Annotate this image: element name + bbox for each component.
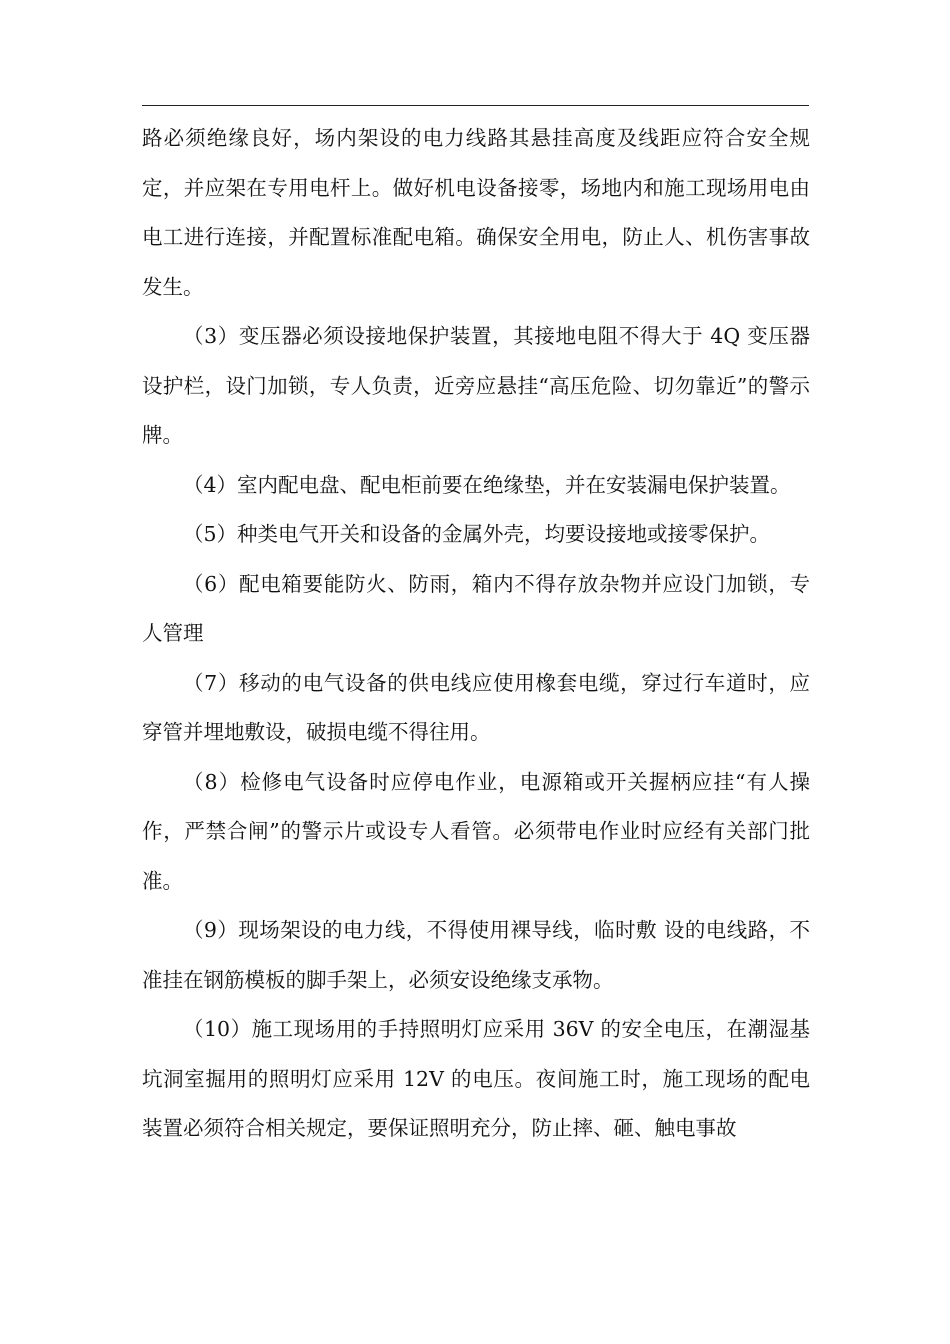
- paragraph-item-7: （7）移动的电气设备的供电线应使用橡套电缆，穿过行车道时，应穿管并埋地敷设，破损电缆不得往用。: [142, 670, 810, 744]
- paragraph-item-3: （3）变压器必须设接地保护装置，其接地电阻不得大于 4Q 变压器设护栏，设门加锁，专人负责，近旁应悬挂“高压危险、切勿靠近”的警示牌。: [142, 324, 810, 447]
- document-body: [142, 114, 810, 1154]
- header-rule: [142, 105, 809, 106]
- paragraph-item-6: （6）配电箱要能防火、防雨，箱内不得存放杂物并应设门加锁，专人管理: [142, 571, 810, 645]
- paragraph-item-8: （8）检修电气设备时应停电作业，电源箱或开关握柄应挂“有人操作，严禁合闸”的警示片或设专人看管。必须带电作业时应经有关部门批准。: [142, 769, 810, 893]
- paragraph-item-10: （10）施工现场用的手持照明灯应采用 36V 的安全电压，在潮湿基坑洞室掘用的照明灯应采用 12V 的电压。夜间施工时，施工现场的配电装置必须符合相关规定，要保证照明充分，防止摔、砸、触电事故: [142, 1017, 810, 1140]
- paragraph-item-9: （9）现场架设的电力线，不得使用裸导线，临时敷 设的电线路，不准挂在钢筋模板的脚手架上，必须安设绝缘支承物。: [142, 918, 810, 992]
- paragraph-continuation: 路必须绝缘良好，场内架设的电力线路其悬挂高度及线距应符合安全规定，并应架在专用电杆上。做好机电设备接零，场地内和施工现场用电由电工进行连接，并配置标准配电箱。确保安全用电，防止人、机伤害事故发生。: [142, 126, 810, 299]
- paragraph-item-5: （5）种类电气开关和设备的金属外壳，均要设接地或接零保护。: [183, 522, 771, 546]
- paragraph-item-4: （4）室内配电盘、配电柜前要在绝缘垫，并在安装漏电保护装置。: [183, 472, 791, 497]
